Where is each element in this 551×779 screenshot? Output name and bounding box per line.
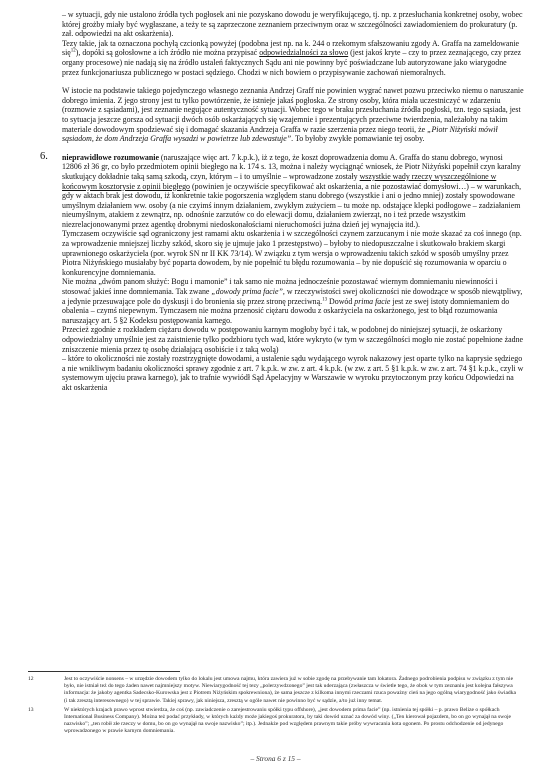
paragraph-text: – które to okoliczności nie zostały rozstrzygnięte dowodami, a ustalenie sądu wydającego wyrok nakazowy jest oparte tylko na kaprysie sędziego a nie wnikliwym badaniu okoliczności sprawy zgodnie z art. 7 k.p.k. w zw. z art. 4 k.p.k. (w zw. z art. 5 §1 k.p.k. w zw. z art. 74 §1 k.p.k., czyli w systemowym ujęciu prawa karnego), jak to trafnie wywiódł Sąd Apelacyjny w Warszawie w wyroku przytoczonym przy końcu Odpowiedzi na akt oskarżenia [62, 354, 524, 392]
paragraph-text: Tezy takie, jak ta oznaczona pochyłą czcionką powyżej (podobna jest np. na k. 244 o rzekomym sfałszowaniu zgody A. Graffa na zameldowanie się [62, 38, 520, 58]
footnote-13 [28, 707, 520, 736]
page-footer: – Strona 6 z 15 – [250, 754, 301, 763]
item-paragraph-4 [62, 325, 524, 354]
footnote-12 [28, 676, 520, 705]
item-paragraph-3 [62, 277, 524, 325]
paragraph-single-testimony [62, 86, 524, 144]
bold-heading-phrase: nieprawidłowe rozumowanie [62, 152, 159, 162]
paragraph-text: Dowód [327, 296, 355, 306]
footnote-number: 12 [28, 676, 34, 682]
footnotes [28, 676, 520, 738]
italic-quote: „Piotr Niżyński mówił sąsiadom, że dom Andrzeja Graffa wysadzi w powietrze lub zdewastuje” [62, 124, 498, 144]
paragraph-text: (jest jakoś kryte – czy to przez zeznającego, czy przez organy procesowe) nie nadają się na źródło ustaleń faktycznych Sądu ani nie powinny być poświadczane lub autoryzowane jako wiarygodne przez funkcjonariusza publicznego w postaci sędziego. Chodzi w nich bowiem o przypisywanie zachowań niemoralnych. [62, 48, 521, 77]
paragraph-text: (naruszające więc art. 7 k.p.k.), iż z tego, że koszt doprowadzenia domu A. Graffa do stanu dobrego, wynosi 12806 zł 36 gr, co było przedmiotem opinii biegłego na k. 174 s. 13, można i należy wyciągnąć wniosek, że Piotr Niżyński popełnił czyn karalny skutkujący dokładnie taką samą szkodą, czyn, którym – i to umyślnie – wprowadzone zostały [62, 152, 521, 181]
italic-phrase: „dowody prima facie” [211, 287, 283, 297]
paragraph-text: . To byłoby zwykłe pomawianie tej osoby. [291, 134, 425, 144]
item-paragraph-2 [62, 229, 524, 277]
paragraph-text: Przecież zgodnie z rozkładem ciężaru dowodu w postępowaniu karnym mogłoby być i tak, w podobnej do niniejszej sytuacji, że oskarżony odpowiedzialny umyślnie jest za zaistnienie tylko podzbioru tych wad, które wykryto (w tym w szczególności mogło nie zostać popełnione żadne zniszczenie mienia przez tę osobę działającą osobiście i z taką wolą) [62, 325, 524, 354]
list-item-6 [40, 150, 524, 393]
underlined-phrase: odpowiedzialności za słowo [259, 48, 349, 58]
footnote-ref-12[interactable]: 12 [70, 48, 76, 54]
paragraph-rumor-source [62, 10, 524, 39]
underlined-phrase: wszystkie wady rzeczy wyszczególnione w końcowym kosztorysie z opinii biegłego [62, 171, 497, 191]
paragraph-text: W istocie na podstawie takiego pojedynczego własnego zeznania Andrzej Graff nie powinien wygrać nawet pozwu przeciwko niemu o naruszanie dobrego imienia. Z jego strony jest tu tylko powtórzenie, że istnieje jakaś pogłoska. Ze strony osoby, która miała uczestniczyć w zdarzeniu (rozmowie z sąsiadami), jest zeznanie negujące autentyczność sytuacji. Wobec tego w braku przesłuchania źródła pogłoski, tzn. tego sąsiada, jest to sytuacja jeszcze gorsza od sytuacji dwóch osób oskarżających się wzajemnie i prezentujących przeciwne twierdzenia, należałoby na takim materiale dowodowym spodziewać się i domagać skazania Andrzeja Graffa w razie szerzenia przez niego teorii, że [62, 86, 524, 134]
list-item-number: 6. [40, 150, 48, 162]
paragraph-text: jest ze swej istoty domniemaniem do obalenia – czymś niepewnym. Tymczasem nie można przenosić ciężaru dowodu z oskarżyciela na oskarżonego, jest to błąd rozumowania naruszający art. 5 §2 Kodeksu postępowania karnego. [62, 296, 510, 325]
paragraph-theses [62, 39, 524, 77]
footnote-separator [28, 671, 180, 672]
paragraph-text: , w rzeczywistości swej okoliczności nie dowodzące w sposób niewątpliwy, a jedynie przesuwające pole do dyskusji i do bronienia się przez stronę przeciwną. [62, 287, 523, 306]
paragraph-text: Tymczasem oczywiście sąd ograniczony jest ramami aktu oskarżenia i w szczególności czynem zarzucanym i nie może skazać za coś innego (np. za wprowadzenie mniejszej liczby szkód, skoro się je ujmuje jako 1 przestępstwo) – byłoby to niedopuszczalne i skutkowało brakiem skargi uprawnionego oskarżyciela (por. wyrok SN nr II KK 73/14). W związku z tym wersja o wprowadzeniu takich szkód w sposób umyślny przez Piotra Niżyńskiego musiałaby być poparta dowodem, by nie popełnić tu błędu rozumowania – by nie dopuścić się rozumowania w oparciu o konkurencyjne domniemania. [62, 229, 522, 277]
paragraph-text: – w sytuacji, gdy nie ustalono źródła tych pogłosek ani nie pozyskano dowodu je weryfikującego, tj. np. z przesłuchania konkretnej osoby, wobec której grożby miały być wygłaszane, a teży te są zaprzeczone zeznaniem przeciwnym oraz w szczególności zawiadomieniem do prokuratury (p. zał. odpowiedzi na akt oskarżenia). [62, 10, 523, 39]
paragraph-text: Nie można „dwóm panom służyć: Bogu i mamonie” i tak samo nie można jednocześnie pozostawać wiernym domniemaniu niewinności i stosować jakieś inne domniemania. Tak zwane [62, 277, 498, 297]
footnote-number: 13 [28, 706, 34, 713]
body-text [40, 10, 524, 393]
footnote-text: Jest to oczywiście nonsens – w urzędzie dowodem tylko do lokalu jest umowa najmu, która zawiera już w sobie zgodę na przebywanie tam lokatora. Żadnego podrobienia podpisu w związku z tym nie było, nie istniał też do tego żaden nawet najmniejszy motyw. Niewiarygodność tej tezy „polerzywdzonego” jest tak uderzająca (zwłaszcza w świetle tego, że obok w tym zeznaniu jest kolejna fałszywa informacja: że jakoby agentka Sadecsko-Kurowska jest z Piotrem Niżyńskim spokrewniona), że sama jeszcze z kilkoma innymi rzeczami rzuca poważny cień na jego ogólną wiarygodność jako świadka (i tak zresztą interesownego) w tej sprawie. Takiej sprawy, jak niniejsza, zresztą w ogóle nawet nie powinno być w sądzie, a/to już inny temat. [64, 676, 517, 704]
item-paragraph-5 [62, 354, 524, 392]
italic-phrase: prima facie [354, 296, 391, 306]
footnote-ref-13[interactable]: 13 [322, 297, 328, 302]
footnote-text: W niektórych krajach prawo wprost stwierdza, że coś (np. zawiadczenie o zarejestrowaniu spółki typu offshore), „jest dowodem prima facie” (np. istnienia tej spółki – p. prawo Belize o spółkach International Business Company). Można też podać przykłady, w których każdy może jakiegoś prokuratora, by taki dowód uznać za dowód winy. („Ten kierował pojazdem, bo on go wynajął na swoje nazwisko”; „ten robił złe rzeczy w domu, bo on go wynajął na swoje nazwisko”; itp.). Jednakże pod względem prawnym takie próby wywracania kota ogonem. Po prostu odchodzenie od jedynego wprowadzonego w prawie karnym domniemania. [64, 706, 512, 735]
item-paragraph-1 [62, 153, 524, 230]
paragraph-text: (powinien je oczywiście specyfikować akt oskarżenia, a nie pozostawiać domysłowi…) – w warunkach, gdy w aktach brak jest dowodu, iż konkretnie takie pogorszenia względem stanu dobrego (wszystkie i ani o jedno mniej) zostały spowodowane umyślnym działaniem ww. osoby (a nie czyimś innym działaniem, zwykłym zużyciem – tu może np. odstające klepki podłogowe – zadziałaniem nieumyślnym, atakiem z zewnątrz, np. odnośnie zarzutów co do elewacji domu, działaniem zwierząt, no i też przede wszystkim niezrelacjonowanymi przez agentkę drobnymi niedoskonałościami nieruchomości jużna dzień jej wynajęcia itd.). [62, 181, 522, 229]
paragraph-text: ), dopóki są gołosłowne a ich źródło nie można przypisać [75, 48, 260, 58]
